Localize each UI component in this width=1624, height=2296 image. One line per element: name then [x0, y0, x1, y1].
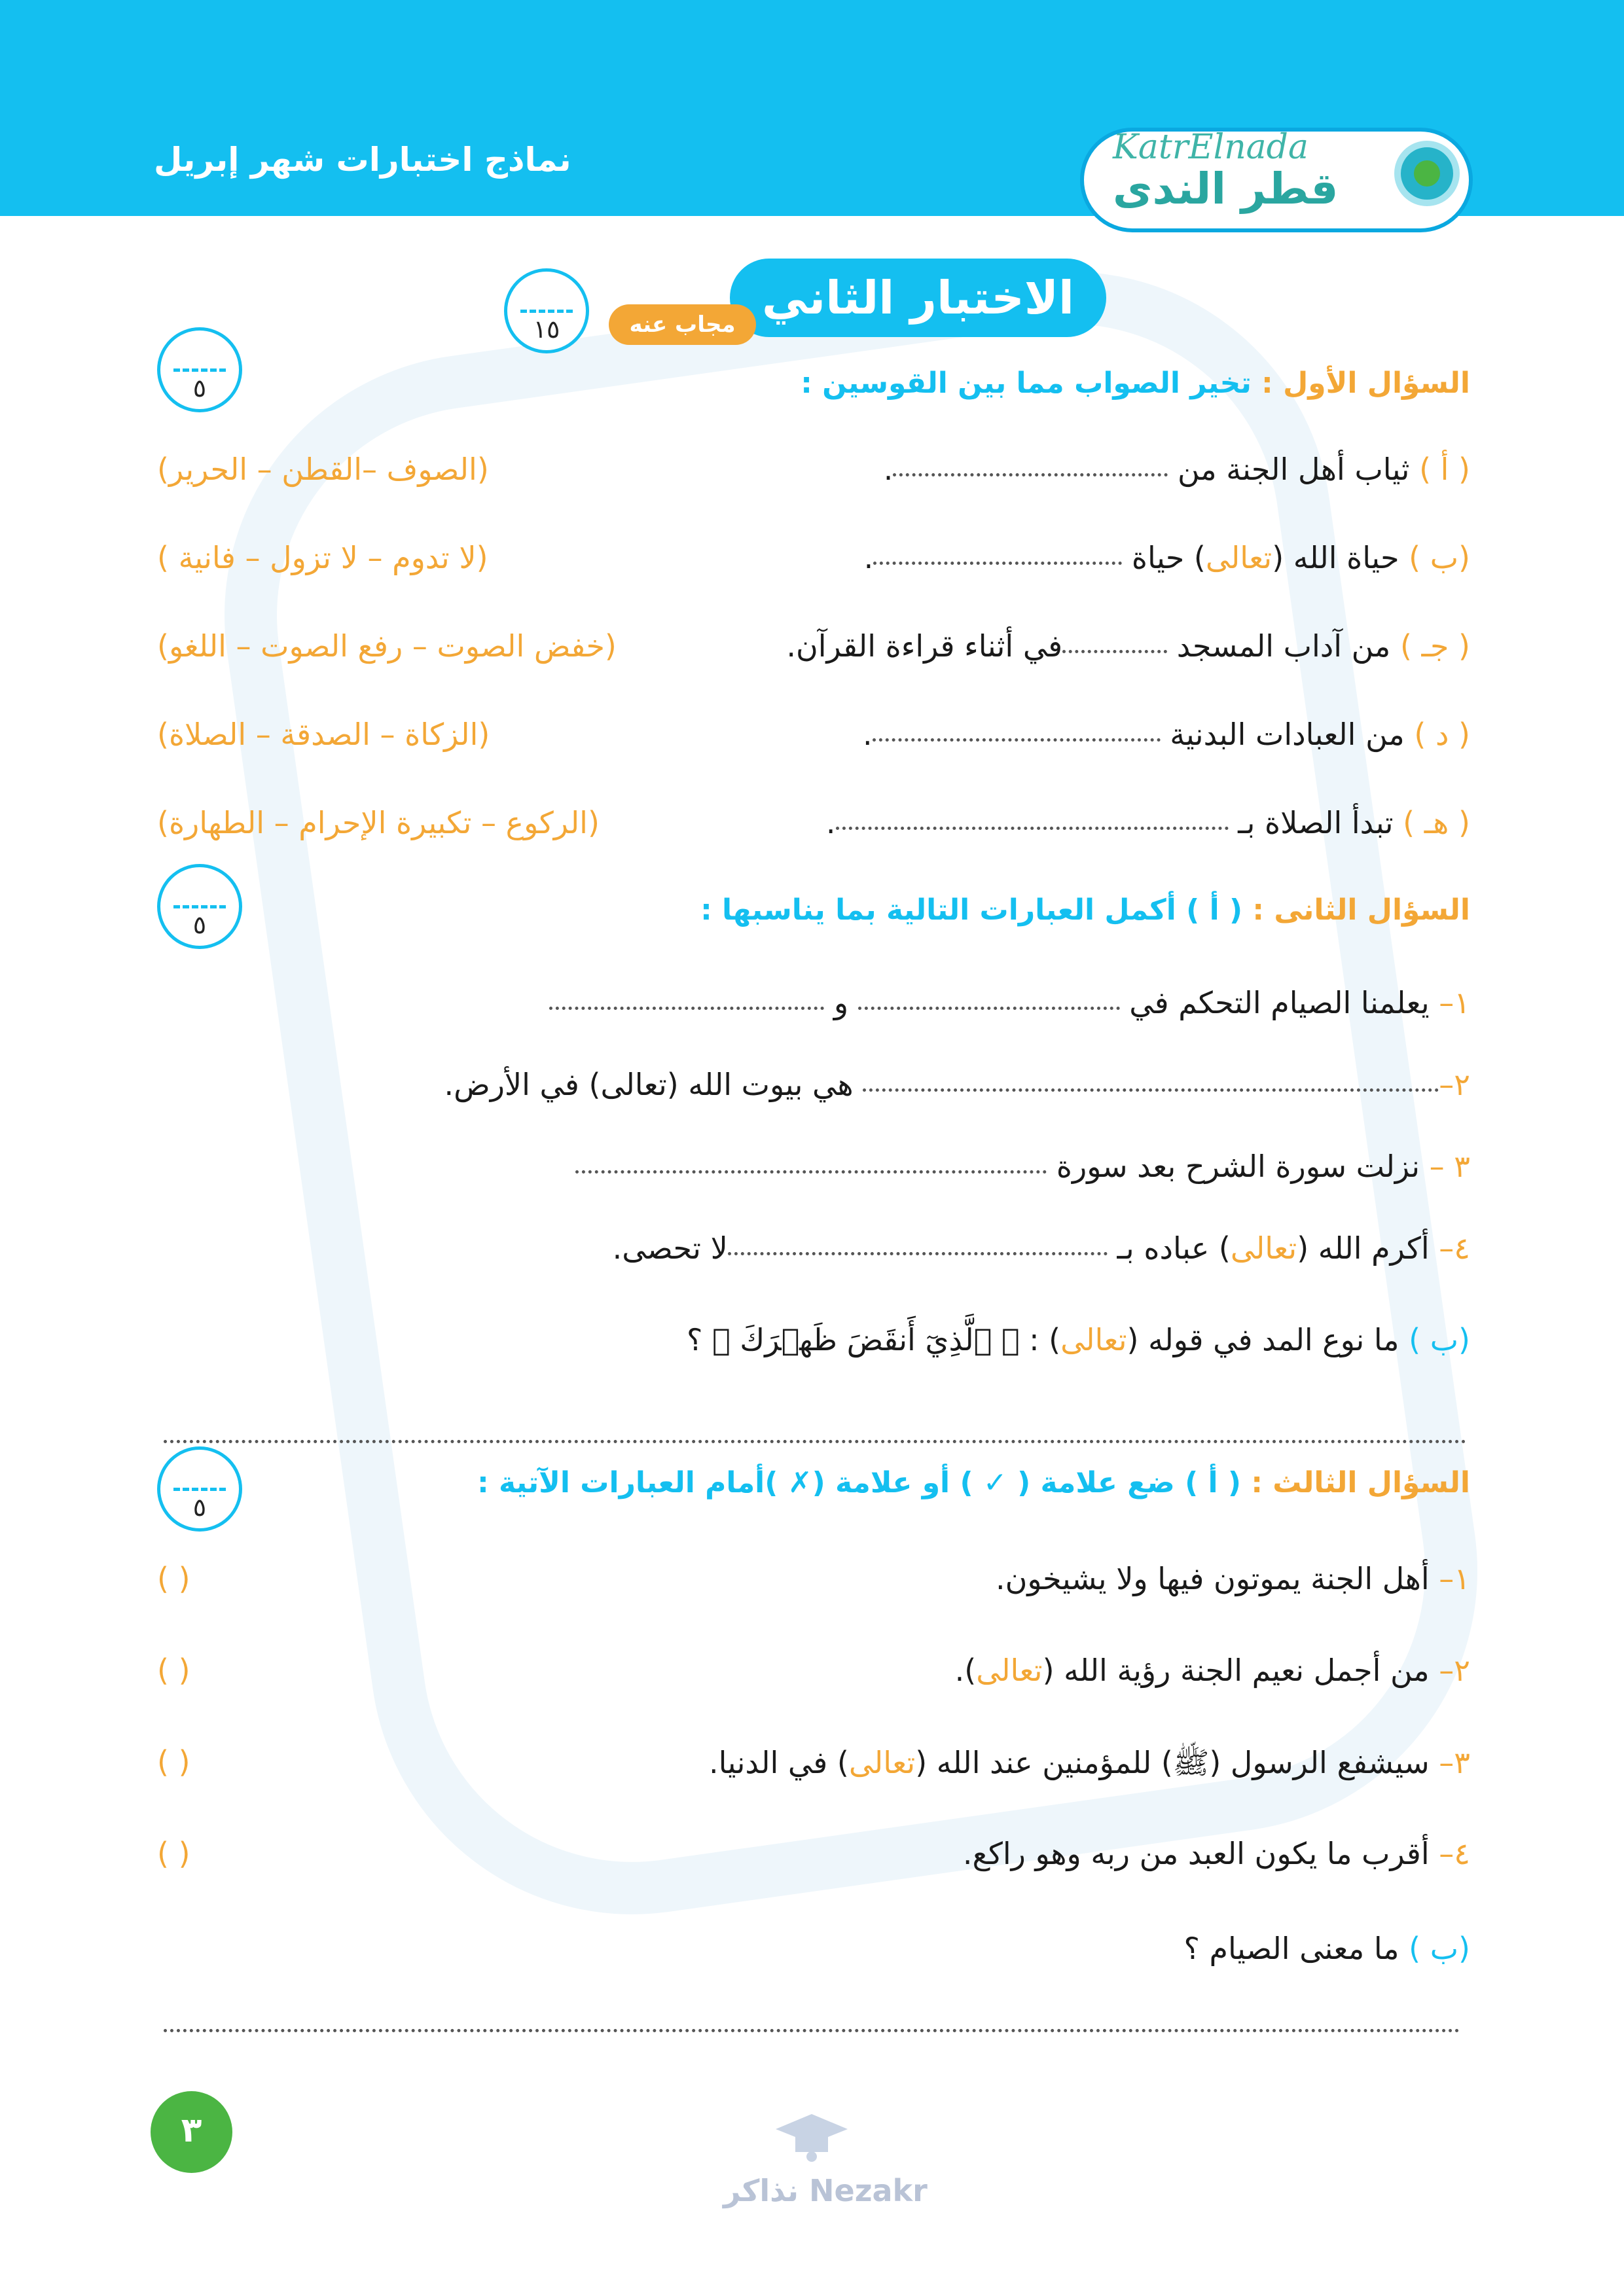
- item-number: ٢–: [1439, 1653, 1470, 1688]
- drop-core-icon: [1414, 160, 1440, 187]
- answer-line[interactable]: [164, 1440, 1466, 1443]
- q3-score-circle: [157, 1446, 242, 1532]
- answered-badge: مجاب عنه: [609, 304, 756, 345]
- total-score: ١٥: [533, 315, 560, 344]
- item-text-end: .: [825, 805, 836, 840]
- q3-item-4: [963, 1836, 1470, 1871]
- item-number: ١–: [1439, 1561, 1470, 1596]
- q2-item-3: [575, 1149, 1470, 1184]
- item-number: ١–: [1439, 985, 1470, 1020]
- q3-item-4-answer[interactable]: ( ): [157, 1836, 190, 1871]
- footer-brand: Nezakr نذاكر: [723, 2173, 928, 2208]
- q1-label: السؤال الأول :: [1261, 367, 1470, 400]
- item-highlight: تعالى: [848, 1745, 916, 1780]
- part-text-end: ) : ﴿ ٱلَّذِيٓ أَنقَضَ ظَهۡرَكَ ﴾ ؟: [687, 1322, 1061, 1357]
- q3-score: ٥: [192, 1493, 207, 1522]
- item-text-mid: ) عباده بـ: [1117, 1230, 1231, 1266]
- q3-label: السؤال الثالث :: [1251, 1466, 1470, 1499]
- q2-score-circle: [157, 864, 242, 949]
- item-text-end: لا تحصى.: [612, 1230, 728, 1266]
- item-text: تبدأ الصلاة بـ: [1238, 805, 1394, 840]
- q2-item-1: [549, 985, 1470, 1020]
- q1-score: ٥: [192, 374, 207, 403]
- q2-item-2: [444, 1067, 1470, 1102]
- q3-item-3-answer[interactable]: ( ): [157, 1744, 190, 1780]
- item-text: أهل الجنة يموتون فيها ولا يشيخون.: [996, 1561, 1430, 1596]
- answer-blank[interactable]: [1062, 643, 1167, 653]
- test-title: الاختبار الثاني: [730, 259, 1106, 337]
- item-text-mid: و: [833, 985, 849, 1020]
- answer-line[interactable]: [164, 2029, 1460, 2032]
- answer-blank[interactable]: [873, 732, 1161, 742]
- item-highlight: تعالى: [1060, 1322, 1127, 1357]
- item-text: من أجمل نعيم الجنة رؤية الله (: [1042, 1653, 1430, 1688]
- answer-blank[interactable]: [893, 467, 1168, 476]
- q1-item-a-choices: (الصوف –القطن – الحرير): [157, 452, 489, 487]
- item-letter: ( هـ ): [1403, 805, 1470, 840]
- q3-instruction: ( أ ) ضع علامة ( ✓ ) أو علامة (✗ )أمام العبارات الآتية :: [477, 1466, 1242, 1499]
- q2-heading: [700, 893, 1470, 927]
- item-text: يعلمنا الصيام التحكم في: [1129, 985, 1430, 1020]
- item-text: من العبادات البدنية: [1170, 717, 1405, 752]
- item-letter: ( جـ ): [1399, 628, 1470, 664]
- part-letter: (ب ): [1409, 1322, 1470, 1357]
- item-text: ثياب أهل الجنة من: [1178, 452, 1410, 487]
- q3-heading: [477, 1466, 1470, 1499]
- item-highlight: تعالى: [1230, 1230, 1297, 1266]
- item-text-end: .: [863, 540, 874, 575]
- answer-blank[interactable]: [549, 1000, 824, 1010]
- q1-item-e-choices: (الركوع – تكبيرة الإحرام – الطهارة): [157, 805, 600, 840]
- item-text: هي بيوت الله (تعالى) في الأرض.: [444, 1067, 854, 1102]
- item-text: من آداب المسجد: [1176, 628, 1391, 664]
- q1-item-e: [826, 805, 1470, 840]
- item-letter: ( أ ): [1419, 452, 1470, 487]
- q3-item-1-answer[interactable]: ( ): [157, 1561, 190, 1596]
- q1-item-c: [786, 628, 1470, 664]
- item-text-mid: ) حياة: [1131, 540, 1206, 575]
- item-text: سيشفع الرسول (ﷺ) للمؤمنين عند الله (: [915, 1745, 1430, 1780]
- item-text-end: ) في الدنيا.: [709, 1745, 849, 1780]
- answer-blank[interactable]: [858, 1000, 1120, 1010]
- q1-score-circle: [157, 327, 242, 412]
- q3-item-2: [955, 1653, 1470, 1688]
- item-text-end: في أثناء قراءة القرآن.: [786, 628, 1063, 664]
- q3-item-2-answer[interactable]: ( ): [157, 1653, 190, 1688]
- q1-item-b-choices: (لا تدوم – لا تزول – فانية ): [157, 540, 488, 575]
- q1-item-b: [864, 540, 1470, 575]
- item-number: ٣ –: [1429, 1149, 1470, 1184]
- logo-latin-text: KatrElnada: [1113, 128, 1308, 167]
- q3-part-b: [1183, 1931, 1470, 1966]
- logo-arabic-text: قطر الندى: [1113, 164, 1339, 214]
- item-text-end: ).: [954, 1653, 977, 1688]
- q2-label: السؤال الثانى :: [1252, 893, 1470, 927]
- item-letter: (ب ): [1409, 540, 1470, 575]
- answer-blank[interactable]: [728, 1246, 1108, 1255]
- q3-item-1: [996, 1561, 1470, 1596]
- part-text: ما نوع المد في قوله (: [1127, 1322, 1399, 1357]
- item-number: ٢–: [1439, 1067, 1470, 1102]
- q2-instruction: ( أ ) أكمل العبارات التالية بما يناسبها :: [700, 893, 1243, 927]
- q1-item-d-choices: (الزكاة – الصدقة – الصلاة): [157, 717, 490, 752]
- part-letter: (ب ): [1409, 1931, 1470, 1966]
- item-text-end: .: [883, 452, 893, 487]
- item-text-end: .: [862, 717, 873, 752]
- item-text: أكرم الله (: [1297, 1230, 1430, 1266]
- item-highlight: تعالى: [1205, 540, 1272, 575]
- q2-part-b: [687, 1322, 1470, 1357]
- header-title: نماذج اختبارات شهر إبريل: [154, 141, 571, 179]
- q3-item-3: [709, 1744, 1470, 1788]
- q1-item-c-choices: (خفض الصوت – رفع الصوت – اللغو): [157, 628, 617, 664]
- graduation-cap-icon: [772, 2111, 851, 2163]
- page-number: ٣: [151, 2091, 232, 2173]
- answer-blank[interactable]: [575, 1164, 1047, 1174]
- q2-score: ٥: [192, 910, 207, 939]
- item-number: ٤–: [1439, 1836, 1470, 1871]
- item-number: ٣–: [1439, 1745, 1470, 1780]
- q1-item-d: [863, 717, 1470, 752]
- total-score-circle: [504, 268, 589, 353]
- answer-blank[interactable]: [836, 820, 1229, 830]
- q1-heading: [801, 367, 1470, 400]
- answer-blank[interactable]: [873, 555, 1122, 565]
- item-number: ٤–: [1439, 1230, 1470, 1266]
- item-letter: ( د ): [1414, 717, 1470, 752]
- q2-item-4: [613, 1230, 1470, 1266]
- item-highlight: تعالى: [976, 1653, 1043, 1688]
- part-text: ما معنى الصيام ؟: [1183, 1931, 1399, 1966]
- item-text: أقرب ما يكون العبد من ربه وهو راكع.: [962, 1836, 1430, 1871]
- answer-blank[interactable]: [863, 1082, 1439, 1092]
- item-text: حياة الله (: [1272, 540, 1399, 575]
- item-text: نزلت سورة الشرح بعد سورة: [1056, 1149, 1420, 1184]
- q1-item-a: [884, 452, 1470, 487]
- q1-instruction: تخير الصواب مما بين القوسين :: [801, 367, 1252, 400]
